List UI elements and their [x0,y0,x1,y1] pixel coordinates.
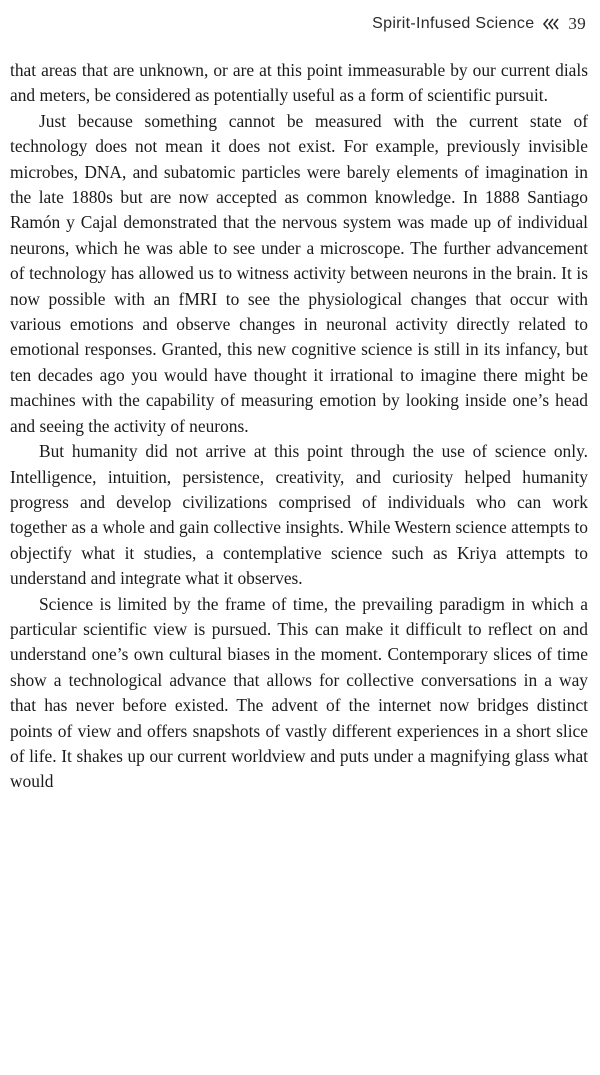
running-header [372,14,586,34]
triple-chevron-ornament-icon [542,17,560,31]
running-title: Spirit-Infused Science [372,15,535,32]
page-number: 39 [568,14,586,33]
paragraph-humanity: But humanity did not arrive at this point through the use of science only. Intelligence, intuition, persistence, creativity, and curiosity helped humanity progress and develop civilizations comprised of individuals who can work together as a whole and gain collective insights. While Western science attempts to objectify what it studies, a contemplative science such as Kriya attempts to understand and integrate what it observes. [10,441,588,589]
body-text [10,58,588,795]
paragraph-science-limits: Science is limited by the frame of time, the prevailing paradigm in which a particular scientific view is pursued. This can make it difficult to reflect on and understand one’s own cultural biases in the moment. Contemporary slices of time show a technological advance that allows for collective conversations in a way that has never before existed. The advent of the internet now bridges distinct points of view and offers snapshots of vastly different experiences in a short slice of life. It shakes up our current worldview and puts under a magnifying glass what would [10,593,588,792]
paragraph-continuation: that areas that are unknown, or are at this point immeasurable by our current dials and meters, be considered as potentially useful as a form of scientific pursuit. [10,60,588,106]
paragraph-measurement: Just because something cannot be measured with the current state of technology does not mean it does not exist. For example, previously invisible microbes, DNA, and subatomic particles were barely elements of imagination in the late 1880s but are now accepted as common knowledge. In 1888 Santiago Ramón y Cajal demonstrated that the nervous system was made up of individual neurons, which he was able to see under a microscope. The further advancement of technology has allowed us to witness activity between neurons in the brain. It is now possible with an fMRI to see the physiological changes that occur with various emotions and observe changes in neuronal activity directly related to emotional responses. Granted, this new cognitive science is still in its infancy, but ten decades ago you would have thought it irrational to imagine there might be machines with the capability of measuring emotion by looking inside one’s head and seeing the activity of neurons. [10,110,588,436]
